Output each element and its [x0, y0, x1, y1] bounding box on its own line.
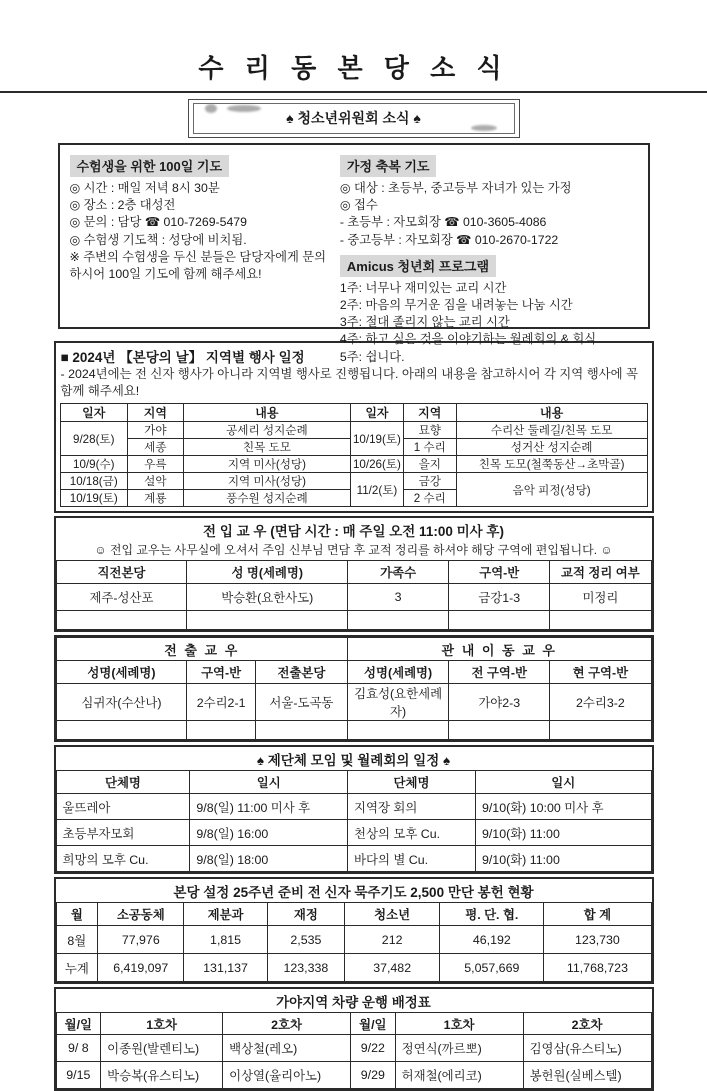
driver-name: 김영삼(유스티노) [523, 1035, 651, 1062]
col-header-group: 단체명 [348, 771, 476, 794]
event-date: 10/19(토) [351, 422, 404, 456]
meeting-datetime: 9/8(일) 11:00 미사 후 [190, 794, 348, 820]
event-date: 9/28(토) [60, 422, 128, 456]
cell-empty [187, 611, 348, 630]
meeting-datetime: 9/10(화) 10:00 미사 후 [475, 794, 651, 820]
title-divider [0, 91, 707, 93]
cell: 심귀자(수산나) [56, 684, 187, 721]
vehicle-schedule-title: 가야지역 차량 운행 배정표 [276, 995, 431, 1011]
text-line: ◎ 대상 : 초등부, 중고등부 자녀가 있는 가정 [339, 181, 572, 195]
col-header-group: 단체명 [56, 771, 190, 794]
table-row [56, 820, 651, 846]
table-header-row [56, 561, 651, 584]
cell: 2수리3-2 [550, 684, 651, 721]
col-header-date: 월/일 [351, 1013, 396, 1035]
regional-events-description: - 2024년에는 전 신자 행사가 아니라 지역별 행사로 진행됩니다. 아래의 내용을 참고하시어 각 지역 행사에 꼭 함께 해주세요! [60, 367, 639, 398]
text-line: - 초등부 : 자모회장 ☎ 010-3605-4086 [339, 215, 547, 230]
event-content: 친목 도모 [183, 439, 350, 456]
col-header: 교적 정리 여부 [550, 561, 651, 584]
col-header-bus1: 1호차 [101, 1013, 223, 1035]
col-header-date: 일자 [60, 404, 128, 422]
group-meetings-table [56, 770, 652, 872]
count-value: 37,482 [345, 954, 440, 982]
col-header: 직전본당 [56, 561, 187, 584]
driver-name: 박승복(유스티노) [101, 1062, 223, 1089]
meeting-datetime: 9/10(화) 11:00 [475, 846, 651, 872]
table-header-row [56, 661, 651, 684]
text-line: 2주: 마음의 무거운 짐을 내려놓는 나눔 시간 [339, 298, 573, 313]
table-row [56, 954, 651, 982]
amicus-program-block [340, 255, 640, 366]
regional-events-table-wrap [60, 403, 648, 507]
transfer-out-move-table [56, 637, 652, 740]
cell: 제주-성산포 [56, 584, 187, 611]
cell: 2수리2-1 [187, 684, 255, 721]
cell-empty [348, 721, 449, 740]
row-label: 누계 [56, 954, 98, 982]
cell-empty [348, 611, 449, 630]
count-value: 11,768,723 [544, 954, 651, 982]
event-region: 2 수리 [403, 490, 456, 507]
count-value: 123,338 [267, 954, 344, 982]
driver-name: 허재철(에리코) [395, 1062, 523, 1089]
table-header-row [56, 903, 651, 926]
driver-name: 이상열(율리아노) [223, 1062, 351, 1089]
youth-committee-banner [188, 99, 520, 138]
text-line: ◎ 시간 : 매일 저녁 8시 30분 [69, 181, 220, 195]
col-header-bus2: 2호차 [523, 1013, 651, 1035]
transfer-out-title: 전 출 교 우 [56, 638, 348, 661]
group-name: 울뜨레아 [56, 794, 190, 820]
text-line: ◎ 장소 : 2층 대성전 [69, 198, 176, 213]
group-meetings-title: ♠ 제단체 모임 및 월례회의 일정 ♠ [256, 753, 451, 769]
event-region: 묘향 [403, 422, 456, 439]
count-value: 6,419,097 [98, 954, 184, 982]
event-region: 금강 [403, 473, 456, 490]
scan-smudge [471, 125, 497, 131]
col-header-date: 월/일 [56, 1013, 101, 1035]
table-row [56, 846, 651, 872]
event-date: 10/26(토) [351, 456, 404, 473]
text-line: 4주: 하고 싶은 것을 이야기하는 월례회의 & 회식 [339, 332, 597, 347]
meeting-datetime: 9/8(일) 18:00 [190, 846, 348, 872]
transfer-out-move-section [54, 635, 654, 742]
group-name: 천상의 모후 Cu. [348, 820, 476, 846]
col-header-region: 지역 [403, 404, 456, 422]
cell: 김효성(요한세례자) [348, 684, 449, 721]
scan-smudge [227, 105, 261, 112]
col-header: 합 계 [544, 903, 651, 926]
rosary-offering-section [54, 877, 654, 984]
cell: 금강1-3 [449, 584, 550, 611]
col-header-region: 지역 [128, 404, 184, 422]
col-header-datetime: 일시 [475, 771, 651, 794]
event-region: 세종 [128, 439, 184, 456]
schedule-date: 9/22 [351, 1035, 396, 1062]
transfer-in-note: ☺ 전입 교우는 사무실에 오셔서 주임 신부님 면담 후 교적 정리를 하셔야 해당 구역에 편입됩니다. ☺ [94, 543, 613, 558]
exam-prayer-block [70, 155, 330, 321]
event-content: 수리산 둘레길/친목 도모 [456, 422, 647, 439]
transfer-in-section [54, 516, 654, 632]
col-header: 전출본당 [255, 661, 347, 684]
count-value: 46,192 [440, 926, 544, 954]
schedule-date: 9/29 [351, 1062, 396, 1089]
table-row [56, 1035, 651, 1062]
cell-empty [255, 721, 347, 740]
col-header: 구역-반 [187, 661, 255, 684]
col-header-datetime: 일시 [190, 771, 348, 794]
event-region: 우륵 [128, 456, 184, 473]
event-content: 음악 피정(성당) [456, 473, 647, 507]
event-date: 10/18(금) [60, 473, 128, 490]
cell: 서울-도곡동 [255, 684, 347, 721]
event-date: 10/9(수) [60, 456, 128, 473]
vehicle-schedule-section [54, 987, 654, 1091]
cell-empty [56, 721, 187, 740]
text-line: - 중고등부 : 자모회장 ☎ 010-2670-1722 [339, 232, 559, 247]
text-line: 1주: 너무나 재미있는 교리 시간 [339, 280, 507, 295]
page-title: 수 리 동 본 당 소 식 [198, 53, 509, 83]
col-header: 평. 단. 협. [440, 903, 544, 926]
cell-empty [187, 721, 255, 740]
event-region: 계룡 [128, 490, 184, 507]
table-row [56, 926, 651, 954]
col-header-date: 일자 [351, 404, 404, 422]
move-within-title: 관 내 이 동 교 우 [348, 638, 651, 661]
driver-name: 정연식(까르뽀) [395, 1035, 523, 1062]
event-region: 가야 [128, 422, 184, 439]
banner-label: ♠ 청소년위원회 소식 ♠ [193, 103, 515, 134]
group-name: 바다의 별 Cu. [348, 846, 476, 872]
event-region: 을지 [403, 456, 456, 473]
cell-empty [56, 611, 187, 630]
table-row [56, 584, 651, 611]
col-header: 성명(세례명) [56, 661, 187, 684]
table-band-row [56, 638, 651, 661]
meeting-datetime: 9/10(화) 11:00 [475, 820, 651, 846]
cell: 가야2-3 [449, 684, 550, 721]
table-header-row [56, 771, 651, 794]
bulletin-tables [54, 341, 654, 1091]
col-header-bus1: 1호차 [395, 1013, 523, 1035]
col-header-content: 내용 [183, 404, 350, 422]
col-header: 소공동체 [98, 903, 184, 926]
col-header: 제분과 [184, 903, 267, 926]
text-line: ◎ 문의 : 담당 ☎ 010-7269-5479 [69, 215, 247, 230]
event-content: 친목 도모(철쭉동산→초막골) [456, 456, 647, 473]
cell-empty [449, 721, 550, 740]
cell-empty [550, 611, 651, 630]
cell: 3 [348, 584, 449, 611]
col-header: 성명(세례명) [348, 661, 449, 684]
col-header-content: 내용 [456, 404, 647, 422]
col-header: 전 구역-반 [449, 661, 550, 684]
table-row-empty [56, 611, 651, 630]
driver-name: 이종원(발렌티노) [101, 1035, 223, 1062]
vehicle-schedule-table [56, 1012, 652, 1089]
col-header: 가족수 [348, 561, 449, 584]
amicus-title: Amicus 청년회 프로그램 [340, 255, 496, 277]
regional-events-table [60, 403, 648, 507]
event-region: 1 수리 [403, 439, 456, 456]
exam-prayer-title: 수험생을 위한 100일 기도 [70, 155, 230, 177]
schedule-date: 9/15 [56, 1062, 101, 1089]
table-row [60, 422, 647, 439]
transfer-in-title: 전 입 교 우 (면담 시간 : 매 주일 오전 11:00 미사 후) [203, 524, 504, 540]
event-region: 설악 [128, 473, 184, 490]
col-header-bus2: 2호차 [223, 1013, 351, 1035]
cell: 미정리 [550, 584, 651, 611]
event-date: 11/2(토) [351, 473, 404, 507]
family-blessing-and-amicus-block [339, 155, 640, 364]
count-value: 77,976 [98, 926, 184, 954]
col-header: 현 구역-반 [550, 661, 651, 684]
col-header: 성 명(세례명) [187, 561, 348, 584]
col-header: 청소년 [345, 903, 440, 926]
group-name: 초등부자모회 [56, 820, 190, 846]
event-date: 10/19(토) [60, 490, 128, 507]
text-line: ※ 주변의 수험생을 두신 분들은 담당자에게 문의하시어 100일 기도에 함께 해주세요! [69, 249, 326, 282]
event-content: 풍수원 성지순례 [183, 490, 350, 507]
col-header: 구역-반 [449, 561, 550, 584]
cell-empty [550, 721, 651, 740]
driver-name: 백상철(레오) [223, 1035, 351, 1062]
event-content: 성거산 성지순례 [456, 439, 647, 456]
table-row [56, 794, 651, 820]
cell: 박승환(요한사도) [187, 584, 348, 611]
text-line: ◎ 수험생 기도책 : 성당에 비치됨. [69, 232, 247, 247]
table-header-row [60, 404, 647, 422]
table-row [60, 473, 647, 490]
meeting-datetime: 9/8(일) 16:00 [190, 820, 348, 846]
table-row [56, 1062, 651, 1089]
family-blessing-title: 가정 축복 기도 [340, 155, 437, 177]
text-line: 5주: 쉽니다. [339, 349, 405, 364]
transfer-in-table [56, 560, 652, 630]
event-content: 지역 미사(성당) [183, 456, 350, 473]
regional-events-section [54, 341, 654, 513]
table-row [60, 456, 647, 473]
rosary-offering-title: 본당 설정 25주년 준비 전 신자 묵주기도 2,500 만단 봉헌 현황 [173, 885, 534, 901]
table-row [56, 684, 651, 721]
count-value: 1,815 [184, 926, 267, 954]
rosary-offering-table [56, 902, 652, 982]
col-header: 월 [56, 903, 98, 926]
count-value: 2,535 [267, 926, 344, 954]
row-label: 8월 [56, 926, 98, 954]
driver-name: 봉헌원(실베스텔) [523, 1062, 651, 1089]
event-content: 공세리 성지순례 [183, 422, 350, 439]
group-name: 희망의 모후 Cu. [56, 846, 190, 872]
text-line: ◎ 접수 [339, 198, 378, 213]
group-name: 지역장 회의 [348, 794, 476, 820]
col-header: 재정 [267, 903, 344, 926]
schedule-date: 9/ 8 [56, 1035, 101, 1062]
regional-events-heading: ■ 2024년 【본당의 날】 지역별 행사 일정 [60, 350, 305, 365]
count-value: 5,057,669 [440, 954, 544, 982]
text-line: 3주: 절대 졸리지 않는 교리 시간 [339, 315, 510, 330]
count-value: 131,137 [184, 954, 267, 982]
table-row-empty [56, 721, 651, 740]
event-content: 지역 미사(성당) [183, 473, 350, 490]
table-header-row [56, 1013, 651, 1035]
count-value: 212 [345, 926, 440, 954]
scan-smudge [205, 104, 217, 113]
cell-empty [449, 611, 550, 630]
group-meetings-section [54, 745, 654, 874]
count-value: 123,730 [544, 926, 651, 954]
